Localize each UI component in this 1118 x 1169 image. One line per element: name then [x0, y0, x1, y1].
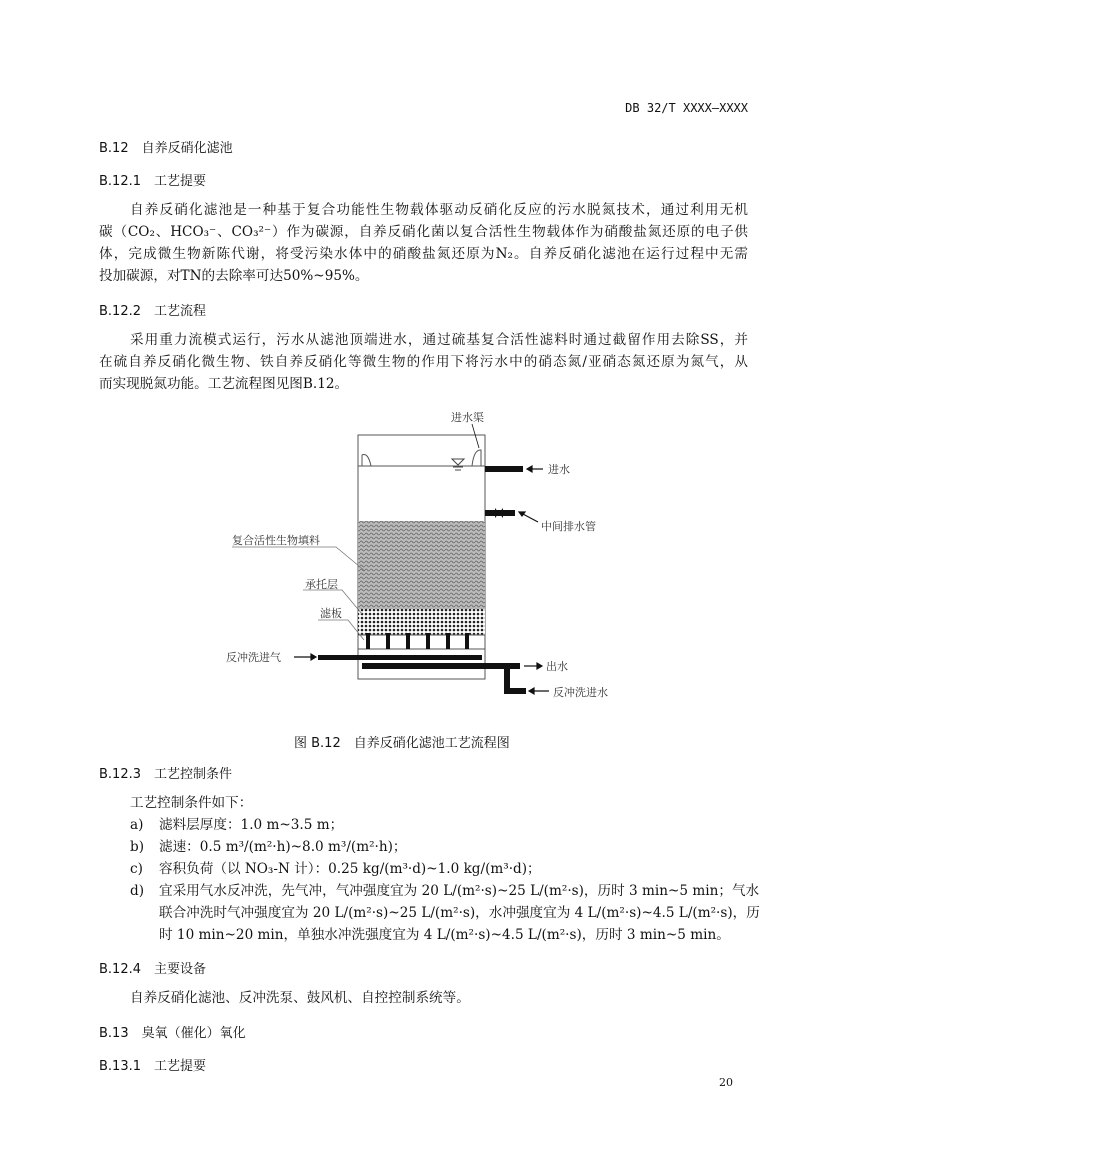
section-heading-b13: B.13 臭氧（催化）氧化	[99, 1026, 246, 1041]
list-item: 滤速：0.5 m³/(m²·h)~8.0 m³/(m²·h)；	[159, 839, 407, 855]
section-heading-b12-2: B.12.2 工艺流程	[99, 304, 206, 319]
label-inlet-channel: 进水渠	[451, 411, 484, 424]
label-support-layer: 承托层	[305, 578, 338, 591]
paragraph-line: 自养反硝化滤池是一种基于复合功能性生物载体驱动反硝化反应的污水脱氮技术，通过利用无机	[130, 202, 748, 218]
label-media: 复合活性生物填料	[232, 534, 320, 547]
list-marker: c)	[130, 861, 143, 877]
list-marker: b)	[130, 839, 145, 855]
page-number: 20	[719, 1076, 733, 1089]
section-heading-b12: B.12 自养反硝化滤池	[99, 141, 233, 156]
label-outflow: 出水	[546, 660, 568, 673]
label-backwash-water: 反冲洗进水	[553, 686, 608, 699]
paragraph-line: 采用重力流模式运行，污水从滤池顶端进水，通过硫基复合活性滤料时通过截留作用去除SS，并	[130, 332, 748, 348]
figure-caption: 图 B.12 自养反硝化滤池工艺流程图	[294, 736, 510, 751]
paragraph-line: 而实现脱氮功能。工艺流程图见图B.12。	[99, 376, 349, 392]
paragraph-line: 碳（CO₂、HCO₃⁻、CO₃²⁻）作为碳源，自养反硝化菌以复合活性生物载体作为硝酸盐氮还原的电子供	[99, 224, 748, 240]
paragraph-line: 体，完成微生物新陈代谢，将受污染水体中的硝酸盐氮还原为N₂。自养反硝化滤池在运行过程中无需	[99, 246, 748, 262]
list-marker: a)	[130, 817, 144, 833]
paragraph-line: 在硫自养反硝化微生物、铁自养反硝化等微生物的作用下将污水中的硝态氮/亚硝态氮还原为氮气，从	[99, 354, 748, 370]
list-item: 宜采用气水反冲洗，先气冲，气冲强度宜为 20 L/(m²·s)~25 L/(m²·s)，历时 3 min~5 min；气水	[159, 883, 760, 899]
list-item: 容积负荷（以 NO₃-N 计）：0.25 kg/(m³·d)~1.0 kg/(m³·d)；	[159, 861, 541, 877]
list-item: 滤料层厚度：1.0 m~3.5 m；	[159, 817, 344, 833]
section-heading-b13-1: B.13.1 工艺提要	[99, 1059, 206, 1074]
support-layer	[358, 609, 485, 635]
media-layer	[358, 521, 485, 609]
section-heading-b12-4: B.12.4 主要设备	[99, 962, 206, 977]
label-filter-plate: 滤板	[320, 607, 342, 620]
section-heading-b12-3: B.12.3 工艺控制条件	[99, 767, 232, 782]
list-intro: 工艺控制条件如下：	[130, 795, 253, 811]
label-middle-drain: 中间排水管	[541, 520, 596, 533]
label-backwash-air: 反冲洗进气	[226, 651, 281, 664]
paragraph-line: 投加碳源，对TN的去除率可达50%~95%。	[99, 268, 369, 284]
label-inflow: 进水	[548, 463, 570, 476]
list-marker: d)	[130, 883, 145, 899]
list-item-continued: 时 10 min~20 min，单独水冲洗强度宜为 4 L/(m²·s)~4.5 L/(m²·s)，历时 3 min~5 min。	[159, 927, 730, 943]
document-code: DB 32/T XXXX—XXXX	[625, 101, 748, 115]
paragraph-line: 自养反硝化滤池、反冲洗泵、鼓风机、自控控制系统等。	[130, 990, 470, 1006]
filter-tank	[358, 435, 485, 679]
section-heading-b12-1: B.12.1 工艺提要	[99, 174, 206, 189]
list-item-continued: 联合冲洗时气冲强度宜为 20 L/(m²·s)~25 L/(m²·s)，水冲强度宜为 4 L/(m²·s)~4.5 L/(m²·s)，历	[159, 905, 760, 921]
